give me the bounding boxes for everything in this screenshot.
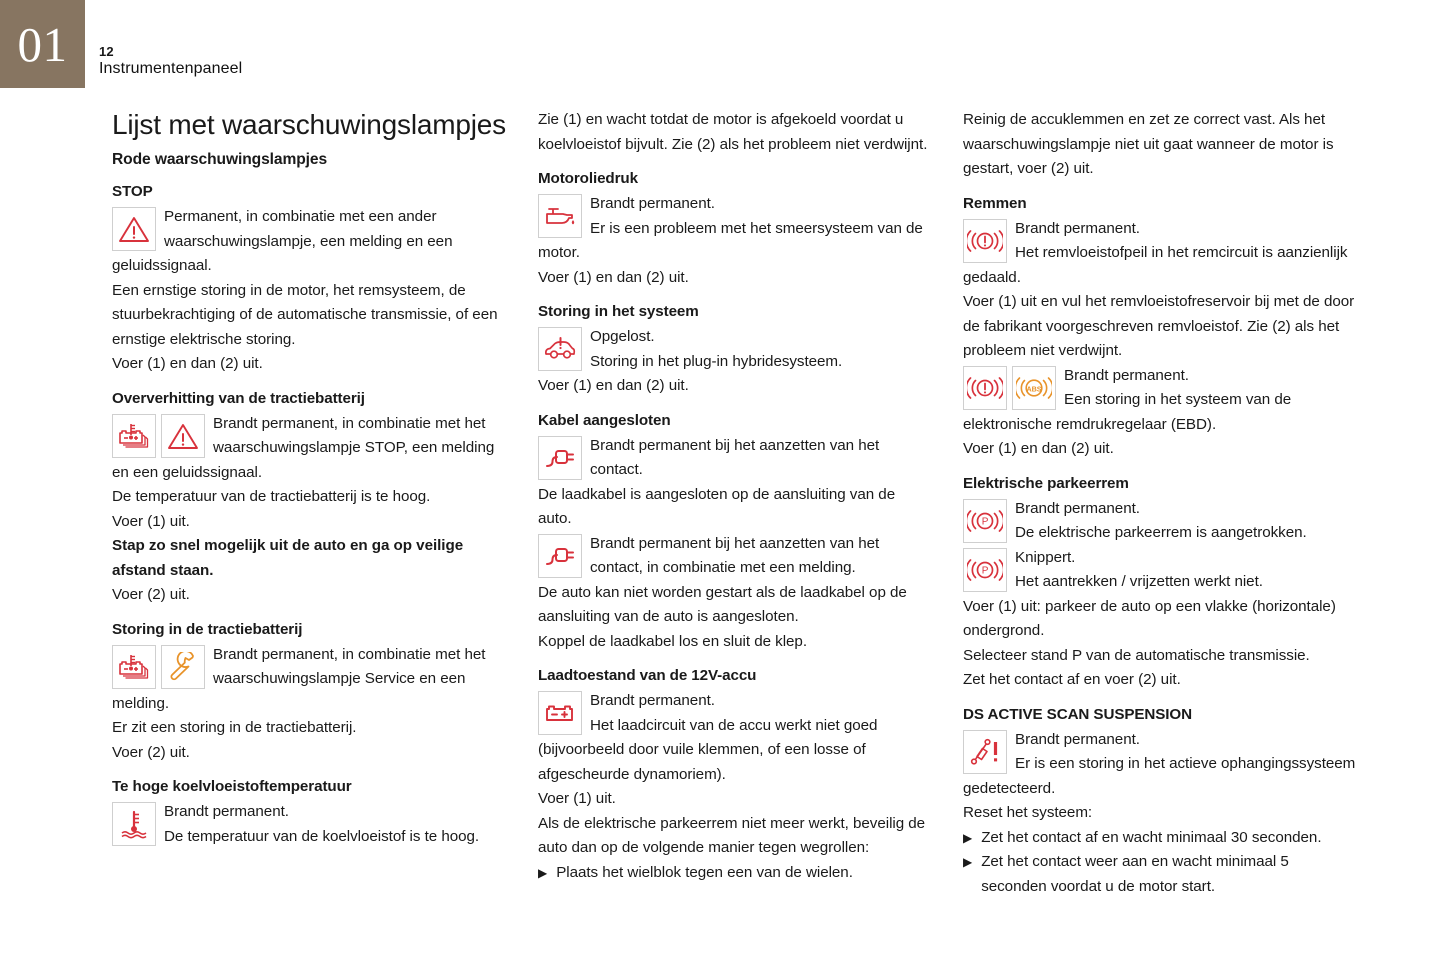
telltale-heading-battery-12v: Laadtoestand van de 12V-accu	[538, 667, 757, 684]
coolant-temperature-icon	[112, 802, 156, 846]
telltale-action-3: Zet het contact af en voer (2) uit.	[963, 671, 1181, 688]
warning-triangle-icon	[161, 414, 205, 458]
telltale-text: Brandt permanent bij het aanzetten van het contact.	[590, 436, 880, 478]
column-3	[963, 108, 1358, 899]
telltale-heading-system-fault: Storing in het systeem	[538, 303, 699, 320]
telltale-heading-brakes: Remmen	[963, 194, 1027, 212]
telltale-heading-traction-fault: Storing in de tractiebatterij	[112, 620, 303, 638]
telltale-icons	[963, 219, 1007, 263]
telltale-block-traction-fault	[112, 643, 507, 717]
column-1	[112, 108, 507, 899]
telltale-warning-bold: Stap zo snel mogelijk uit de auto en ga op veilige afstand staan.	[112, 537, 464, 579]
telltale-detail: Als de elektrische parkeerrem niet meer werkt, beveilig de auto dan op de volgende manier tegen wegrollen:	[538, 814, 926, 856]
section-title: Instrumentenpaneel	[99, 60, 243, 77]
telltale-text: Brandt permanent, in combinatie met het waarschuwingslampje STOP, een melding en een geluidssignaal.	[112, 414, 495, 481]
telltale-text: Brandt permanent.	[164, 803, 289, 820]
telltale-icons	[538, 436, 582, 480]
telltale-action: Voer (1) uit.	[112, 512, 190, 530]
telltale-detail-3: Koppel de laadkabel los en sluit de klep.	[538, 632, 807, 650]
charging-plug-icon	[538, 534, 582, 578]
telltale-detail: De laadkabel is aangesloten op de aansluiting van de auto.	[538, 485, 896, 527]
page-number: 12	[99, 44, 114, 59]
charging-plug-icon	[538, 436, 582, 480]
battery-12v-icon	[538, 691, 582, 735]
telltale-text-2: Er is een storing in het actieve ophangingssysteem gedetecteerd.	[963, 755, 1356, 797]
traction-battery-icon	[112, 414, 156, 458]
telltale-heading-cable-connected: Kabel aangesloten	[538, 411, 671, 429]
telltale-text: Opgelost.	[590, 328, 655, 345]
telltale-text-2: Het laadcircuit van de accu werkt niet goed (bijvoorbeeld door vuile klemmen, of een losse of afgescheurde dynamoriem).	[538, 716, 878, 783]
column2-intro: Zie (1) en wacht totdat de motor is afgekoeld voordat u koelvloeistof bijvult. Zie (2) als het probleem niet verdwijnt.	[538, 111, 928, 153]
car-fault-icon	[538, 327, 582, 371]
bullet-triangle-icon: ▶	[963, 830, 973, 845]
telltale-heading-oil-pressure: Motoroliedruk	[538, 170, 638, 187]
telltale-block-suspension	[963, 728, 1358, 802]
telltale-text-2: De temperatuur van de koelvloeistof is te hoog.	[164, 827, 480, 845]
telltale-icons	[538, 534, 582, 578]
telltale-action: Voer (1) en dan (2) uit.	[538, 268, 689, 286]
content-columns	[0, 108, 1445, 899]
svg-text:P: P	[981, 516, 989, 528]
telltale-text-2: Een storing in het systeem van de elektronische remdrukregelaar (EBD).	[963, 391, 1292, 433]
telltale-heading-stop: STOP	[112, 183, 153, 200]
telltale-icons	[963, 366, 1056, 410]
telltale-block-oil-pressure	[538, 192, 930, 266]
telltale-action: Voer (1) uit en vul het remvloeistofreservoir bij met de door de fabrikant voorgeschreven remvloeistof. Zie (2) als het probleem niet verdwijnt.	[963, 293, 1355, 359]
column3-intro: Reinig de accuklemmen en zet ze correct vast. Als het waarschuwingslampje niet uit gaat wanneer de motor is gestart, voer (2) uit.	[963, 111, 1334, 177]
brake-warning-icon	[963, 219, 1007, 263]
bullet-triangle-icon: ▶	[538, 865, 548, 880]
column-2	[538, 108, 930, 899]
parking-brake-icon	[963, 499, 1007, 543]
telltale-block-cable-connected	[538, 434, 930, 483]
telltale-block-brakes	[963, 217, 1358, 291]
telltale-block-parking-brake-blink	[963, 546, 1358, 595]
bullet-triangle-icon: ▶	[963, 855, 973, 869]
abs-icon	[1012, 366, 1056, 410]
telltale-detail: Een ernstige storing in de motor, het remsysteem, de stuurbekrachtiging of de automatische transmissie, of een ernstige elektrische storing.	[112, 281, 498, 348]
telltale-icons	[963, 730, 1007, 774]
page-header	[0, 0, 1445, 92]
svg-text:ABS: ABS	[1026, 383, 1042, 393]
svg-text:P: P	[981, 565, 989, 577]
telltale-block-stop	[112, 205, 507, 279]
telltale-text: Brandt permanent.	[1015, 219, 1140, 237]
telltale-block-parking-brake-on	[963, 497, 1358, 546]
telltale-block-cable-connected-2	[538, 532, 930, 581]
subsection-heading: Rode waarschuwingslampjes	[112, 151, 328, 168]
telltale-text-2: Het aantrekken / vrijzetten werkt niet.	[1015, 573, 1263, 590]
telltale-icons	[963, 499, 1007, 543]
telltale-text: Brandt permanent.	[1064, 366, 1189, 384]
suspension-fault-icon	[963, 730, 1007, 774]
bullet-item	[538, 861, 930, 886]
telltale-heading-suspension: DS ACTIVE SCAN SUSPENSION	[963, 705, 1193, 723]
telltale-icons	[963, 548, 1007, 592]
telltale-block-battery-12v	[538, 689, 930, 787]
warning-triangle-icon	[112, 207, 156, 251]
traction-battery-icon	[112, 645, 156, 689]
telltale-text-2: De elektrische parkeerrem is aangetrokken.	[1015, 524, 1307, 541]
telltale-icons	[538, 327, 582, 371]
chapter-number: 01	[17, 16, 68, 72]
bullet-text: Plaats het wielblok tegen een van de wielen.	[556, 863, 853, 881]
telltale-detail-2: De auto kan niet worden gestart als de laadkabel op de aansluiting van de auto is aangesloten.	[538, 583, 907, 625]
telltale-icons	[538, 691, 582, 735]
telltale-action: Voer (1) uit: parkeer de auto op een vlakke (horizontale) ondergrond.	[963, 597, 1336, 639]
chapter-tab	[0, 0, 85, 88]
telltale-icons	[112, 645, 205, 689]
telltale-text: Brandt permanent.	[1015, 730, 1140, 748]
telltale-text: Brandt permanent, in combinatie met het waarschuwingslampje Service en een melding.	[112, 645, 486, 712]
telltale-action-2: Voer (2) uit.	[112, 586, 190, 603]
telltale-text: Brandt permanent.	[1015, 499, 1140, 517]
bullet-item	[963, 826, 1358, 851]
bullet-item	[963, 850, 1358, 899]
telltale-heading-parking-brake: Elektrische parkeerrem	[963, 474, 1129, 492]
brake-warning-icon	[963, 366, 1007, 410]
telltale-text: Permanent, in combinatie met een ander waarschuwingslampje, een melding en een geluidssignaal.	[112, 208, 453, 274]
telltale-detail: De temperatuur van de tractiebatterij is te hoog.	[112, 488, 431, 505]
telltale-icons	[112, 414, 205, 458]
telltale-action-2: Voer (1) en dan (2) uit.	[963, 440, 1114, 457]
bullet-text: Zet het contact af en wacht minimaal 30 seconden.	[981, 828, 1322, 846]
telltale-action: Voer (1) en dan (2) uit.	[112, 355, 263, 372]
oil-pressure-icon	[538, 194, 582, 238]
telltale-block-ebd	[963, 364, 1358, 438]
telltale-action: Voer (1) en dan (2) uit.	[538, 377, 689, 394]
wrench-service-icon	[161, 645, 205, 689]
telltale-text-2: Storing in het plug-in hybridesysteem.	[590, 352, 843, 370]
parking-brake-icon	[963, 548, 1007, 592]
telltale-icons	[538, 194, 582, 238]
telltale-text-2: Er is een probleem met het smeersysteem van de motor.	[538, 219, 923, 261]
telltale-text: Brandt permanent bij het aanzetten van het contact, in combinatie met een melding.	[590, 534, 880, 576]
telltale-heading-coolant: Te hoge koelvloeistoftemperatuur	[112, 778, 352, 795]
telltale-action: Reset het systeem:	[963, 804, 1093, 821]
telltale-icons	[112, 207, 156, 251]
bullet-text: Zet het contact weer aan en wacht minimaal 5 seconden voordat u de motor start.	[981, 853, 1289, 895]
header-meta	[99, 44, 242, 79]
telltale-block-traction-overheat	[112, 412, 507, 486]
telltale-detail: Er zit een storing in de tractiebatterij.	[112, 719, 357, 736]
telltale-block-coolant	[112, 800, 507, 849]
telltale-text: Knippert.	[1015, 548, 1076, 566]
telltale-text: Brandt permanent.	[590, 195, 715, 212]
telltale-heading-traction-overheat: Oververhitting van de tractiebatterij	[112, 389, 365, 407]
telltale-text-2: Het remvloeistofpeil in het remcircuit is aanzienlijk gedaald.	[963, 244, 1348, 286]
telltale-block-system-fault	[538, 325, 930, 374]
telltale-action: Voer (2) uit.	[112, 743, 190, 761]
telltale-action-2: Selecteer stand P van de automatische transmissie.	[963, 646, 1310, 664]
telltale-text: Brandt permanent.	[590, 692, 715, 709]
telltale-icons	[112, 802, 156, 846]
page-title: Lijst met waarschuwingslampjes	[112, 109, 506, 140]
telltale-action: Voer (1) uit.	[538, 790, 616, 807]
